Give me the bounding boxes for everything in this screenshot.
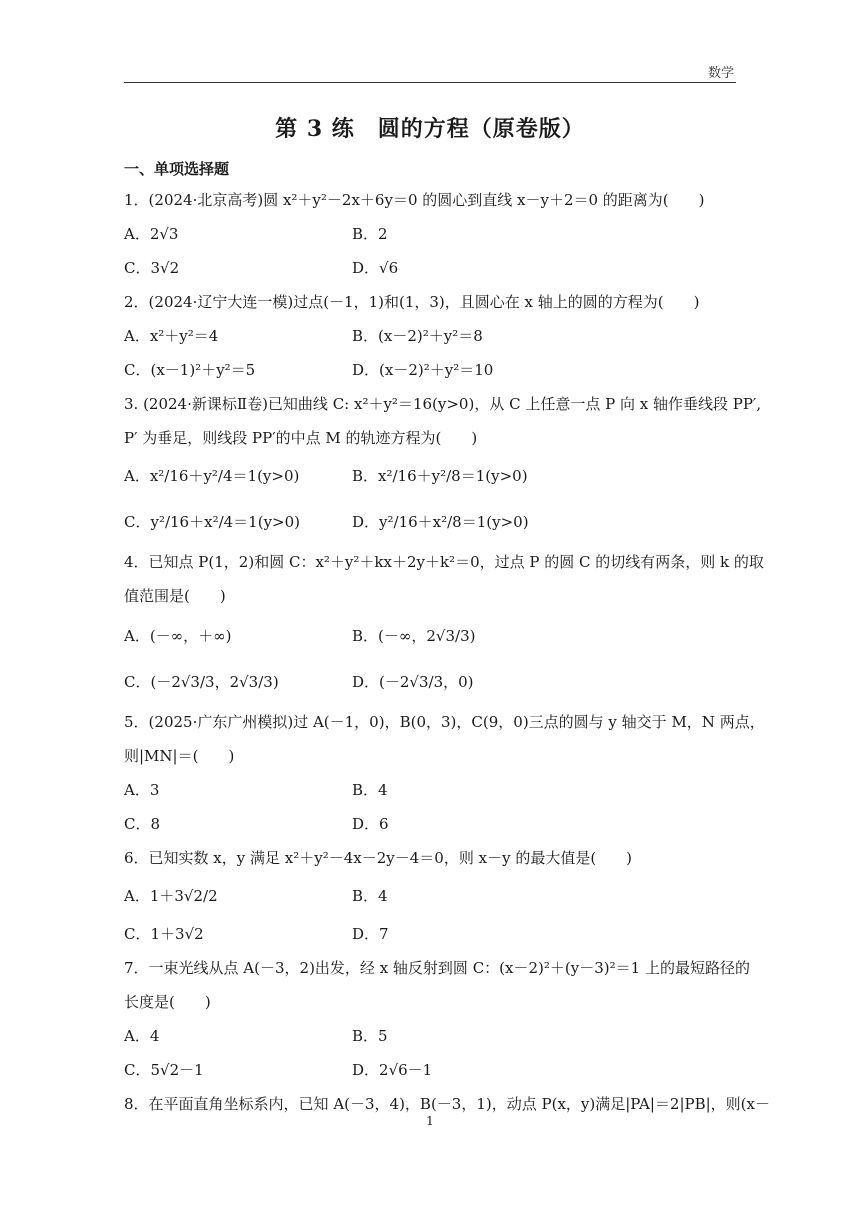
q3-option-c: C．y²/16＋x²/4＝1(y>0): [124, 513, 301, 531]
q7-option-c: C．5√2－1: [124, 1061, 204, 1079]
q4-option-c: C．(－2√3/3，2√3/3): [124, 673, 279, 691]
question-3-stem-line1: 3. (2024·新课标Ⅱ卷)已知曲线 C: x²＋y²＝16(y>0)，从 C 上任意一点 P 向 x 轴作垂线段 PP′,: [124, 395, 762, 413]
question-5-stem-line1: 5．(2025·广东广州模拟)过 A(－1，0)，B(0，3)，C(9，0)三点的圆与 y 轴交于 M，N 两点，: [124, 713, 765, 731]
question-7-stem-line1: 7．一束光线从点 A(－3，2)出发，经 x 轴反射到圆 C：(x－2)²＋(y－3)²＝1 上的最短路径的: [124, 959, 750, 977]
question-5-stem-line2: 则|MN|＝( ): [124, 747, 235, 765]
q7-option-a: A．4: [124, 1027, 160, 1045]
subject-label: 数学: [707, 66, 734, 81]
q2-option-b: B．(x－2)²＋y²＝8: [352, 327, 483, 345]
page-number: 1: [426, 1114, 434, 1128]
q7-option-b: B．5: [352, 1027, 388, 1045]
q4-option-d: D．(－2√3/3，0): [352, 673, 474, 691]
q5-option-d: D．6: [352, 815, 389, 833]
q5-option-a: A．3: [124, 781, 160, 799]
q1-option-b: B．2: [352, 225, 388, 243]
q5-option-c: C．8: [124, 815, 161, 833]
header-rule: [124, 82, 736, 83]
q3-option-b: B．x²/16＋y²/8＝1(y>0): [352, 467, 528, 485]
q7-option-d: D．2√6－1: [352, 1061, 433, 1079]
q3-option-a: A．x²/16＋y²/4＝1(y>0): [124, 467, 300, 485]
q4-option-b: B．(－∞，2√3/3): [352, 627, 476, 645]
q6-option-c: C．1＋3√2: [124, 925, 204, 943]
q2-option-d: D．(x－2)²＋y²＝10: [352, 361, 494, 379]
question-4-stem-line1: 4．已知点 P(1，2)和圆 C：x²＋y²＋kx＋2y＋k²＝0，过点 P 的圆 C 的切线有两条，则 k 的取: [124, 553, 764, 571]
question-4-stem-line2: 值范围是( ): [124, 587, 226, 605]
q2-option-c: C．(x－1)²＋y²＝5: [124, 361, 256, 379]
q6-option-a: A．1＋3√2/2: [124, 887, 218, 905]
question-2-stem: 2．(2024·辽宁大连一模)过点(－1，1)和(1，3)，且圆心在 x 轴上的圆的方程为( ): [124, 293, 700, 311]
q1-option-d: D．√6: [352, 259, 399, 277]
q5-option-b: B．4: [352, 781, 388, 799]
q3-option-d: D．y²/16＋x²/8＝1(y>0): [352, 513, 529, 531]
question-7-stem-line2: 长度是( ): [124, 993, 211, 1011]
q6-option-d: D．7: [352, 925, 389, 943]
q1-stem: 1．(2024·北京高考)圆 x²＋y²－2x＋6y＝0 的圆心到直线 x－y＋2＝0 的距离为( ): [124, 191, 705, 209]
q2-option-a: A．x²＋y²＝4: [124, 327, 219, 345]
section-heading: 一、单项选择题: [124, 160, 230, 178]
question-3-stem-line2: P′ 为垂足，则线段 PP′的中点 M 的轨迹方程为( ): [124, 429, 478, 447]
page-title: 第 3 练 圆的方程（原卷版）: [275, 116, 585, 142]
question-6-stem: 6．已知实数 x，y 满足 x²＋y²－4x－2y－4＝0，则 x－y 的最大值是( ): [124, 849, 633, 867]
q4-option-a: A．(－∞，＋∞): [124, 627, 232, 645]
q6-option-b: B．4: [352, 887, 388, 905]
q1-option-c: C．3√2: [124, 259, 180, 277]
q1-option-a: A．2√3: [124, 225, 179, 243]
question-8-stem-line1: 8．在平面直角坐标系内，已知 A(－3，4)，B(－3，1)，动点 P(x，y)满足|PA|＝2|PB|，则(x－: [124, 1095, 770, 1113]
question-1-stem: [124, 190, 705, 210]
